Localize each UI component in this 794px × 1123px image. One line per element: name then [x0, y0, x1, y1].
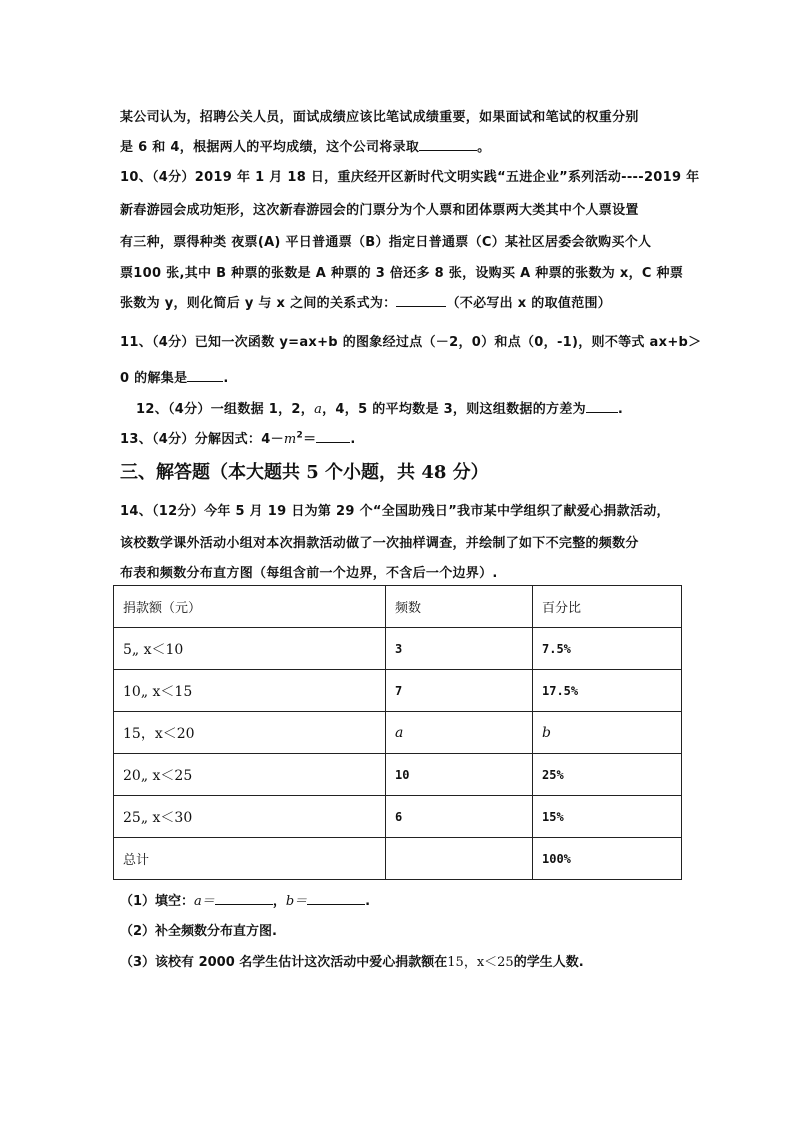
header-percent: 百分比 — [533, 586, 682, 628]
cell-range: 25„ x＜30 — [114, 796, 386, 838]
q12-line: 12、（4分）一组数据 1，2，a，4，5 的平均数是 3，则这组数据的方差为 . — [136, 402, 624, 417]
table-row — [114, 628, 682, 670]
q14-line-3: 布表和频数分布直方图（每组含前一个边界，不含后一个边界）. — [120, 566, 498, 581]
header-amount: 捐款额（元） — [114, 586, 386, 628]
answer-blank — [316, 430, 350, 443]
cell-range: 20„ x＜25 — [114, 754, 386, 796]
cell-percent: 7.5% — [533, 628, 682, 670]
section-heading: 三、解答题（本大题共 5 个小题，共 48 分） — [120, 462, 489, 483]
answer-blank-b — [307, 892, 365, 905]
q11-line-1: 11、（4分）已知一次函数 y=ax+b 的图象经过点（－2，0）和点（0，-1)，则不等式 ax+b＞ — [120, 335, 702, 350]
answer-blank — [586, 400, 618, 413]
q10-line-2: 新春游园会成功矩形，这次新春游园会的门票分为个人票和团体票两大类其中个人票设置 — [120, 203, 639, 218]
q10-line-3: 有三种，票得种类 夜票(A) 平日普通票（B）指定日普通票（C）某社区居委会欲购买个人 — [120, 235, 652, 250]
cell-percent: 25% — [533, 754, 682, 796]
q10-line-1: 10、（4分）2019 年 1 月 18 日，重庆经开区新时代文明实践“五进企业”系列活动----2019 年 — [120, 170, 700, 185]
cell-range: 5„ x＜10 — [114, 628, 386, 670]
cell-frequency: 3 — [386, 628, 533, 670]
cell-total-percent: 100% — [533, 838, 682, 880]
table-total-row — [114, 838, 682, 880]
cell-frequency: 10 — [386, 754, 533, 796]
answer-blank-a — [215, 892, 273, 905]
frequency-table — [113, 585, 682, 880]
continuation-line-1: 某公司认为，招聘公关人员，面试成绩应该比笔试成绩重要，如果面试和笔试的权重分别 — [120, 110, 639, 125]
table-row — [114, 754, 682, 796]
q10-line-5: 张数为 y，则化简后 y 与 x 之间的关系式为： （不必写出 x 的取值范围） — [120, 296, 612, 311]
continuation-line-2: 是 6 和 4，根据两人的平均成绩，这个公司将录取 。 — [120, 140, 491, 155]
q11-line-2: 0 的解集是 . — [120, 371, 229, 386]
cell-frequency: 7 — [386, 670, 533, 712]
part-3: （3）该校有 2000 名学生估计这次活动中爱心捐款额在15，x＜25的学生人数. — [120, 955, 584, 970]
cell-range: 10„ x＜15 — [114, 670, 386, 712]
cell-frequency: a — [386, 712, 533, 754]
q14-line-2: 该校数学课外活动小组对本次捐款活动做了一次抽样调查，并绘制了如下不完整的频数分 — [120, 536, 639, 551]
cell-percent: 15% — [533, 796, 682, 838]
table-header-row — [114, 586, 682, 628]
table-row — [114, 796, 682, 838]
q10-line-4: 票100 张,其中 B 种票的张数是 A 种票的 3 倍还多 8 张，设购买 A 种票的张数为 x，C 种票 — [120, 266, 684, 281]
cell-range: 15，x＜20 — [114, 712, 386, 754]
cell-percent: 17.5% — [533, 670, 682, 712]
q13-line: 13、（4分）分解因式：$4-m^2=$ . — [120, 430, 356, 447]
part-1: （1）填空：a＝ ，b＝ . — [120, 894, 371, 909]
table-row — [114, 712, 682, 754]
header-frequency: 频数 — [386, 586, 533, 628]
answer-blank — [187, 369, 223, 382]
q14-line-1: 14、（12分）今年 5 月 19 日为第 29 个“全国助残日”我市某中学组织了献爱心捐款活动， — [120, 504, 670, 519]
cell-total-frequency — [386, 838, 533, 880]
answer-blank — [396, 294, 446, 307]
cell-total-label: 总计 — [114, 838, 386, 880]
table-row — [114, 670, 682, 712]
part-2: （2）补全频数分布直方图. — [120, 924, 277, 939]
cell-percent: b — [533, 712, 682, 754]
cell-frequency: 6 — [386, 796, 533, 838]
answer-blank — [419, 138, 477, 151]
